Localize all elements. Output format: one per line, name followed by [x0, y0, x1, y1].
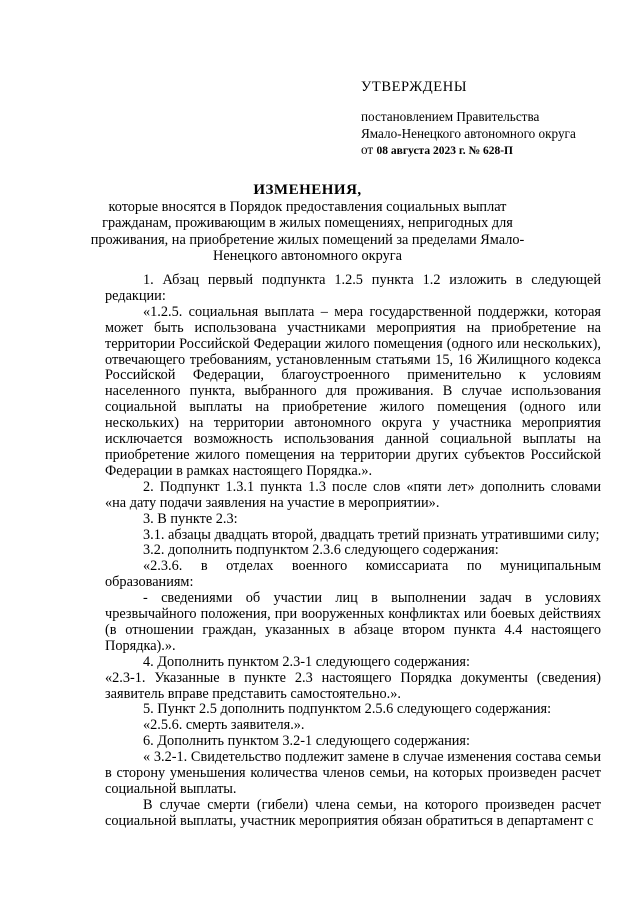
approval-block — [361, 79, 621, 159]
paragraph-3-2: 3.2. дополнить подпунктом 2.3.6 следующего содержания: — [143, 542, 499, 559]
paragraph-3-2-1-death: В случае смерти (гибели) члена семьи, на которого произведен расчет социальной выплаты, участник мероприятия обязан обратиться в департамент с — [105, 796, 601, 829]
paragraph-1-2-5: «1.2.5. социальная выплата – мера государственной поддержки, которая может быть использована участниками мероприятия на приобретение на территории Российской Федерации жилого помещения (одного или нескольких), отвечающего требованиям, установленным статьями 15, 16 Жилищного кодекса Российской Федерации, благоустроенного применительно к условиям населенного пункта, выбранного для проживания. В случае использования социальной выплаты на приобретение жилого помещения (одного или нескольких) на территории автономного округа у участника мероприятия исключается возможность использования данной социальной выплаты на приобретение жилого помещения на территории других субъектов Российской Федерации в рамках настоящего Порядка.». — [105, 303, 601, 479]
paragraph-4: 4. Дополнить пунктом 2.3-1 следующего содержания: — [143, 653, 470, 670]
paragraph-2-3-6-item: - сведениями об участии лиц в выполнении задач в условиях чрезвычайного положения, при вооруженных конфликтах или боевых действиях (в отношении граждан, указанных в абзаце втором пункта 4.4 настоящего Порядка).». — [105, 590, 601, 654]
document-heading — [90, 182, 525, 264]
approval-title: УТВЕРЖДЕНЫ — [361, 79, 468, 95]
document-subtitle: которые вносятся в Порядок предоставления социальных выплат гражданам, проживающим в жилых помещениях, непригодных для проживания, на приобретение жилых помещений за пределами Ямало-Ненецкого автономного округа — [90, 199, 525, 264]
paragraph-3-1: 3.1. абзацы двадцать второй, двадцать третий признать утратившими силу; — [143, 526, 600, 543]
document-title: ИЗМЕНЕНИЯ, — [253, 182, 362, 198]
paragraph-3-2-1: « 3.2-1. Свидетельство подлежит замене в случае изменения состава семьи в сторону уменьшения количества членов семьи, на которых произведен расчет социальной выплаты. — [105, 749, 601, 797]
approval-date-value: 08 августа 2023 г. № 628-П — [376, 144, 513, 157]
approval-government-line: Ямало-Ненецкого автономного округа — [361, 125, 576, 141]
paragraph-5: 5. Пункт 2.5 дополнить подпунктом 2.5.6 следующего содержания: — [143, 701, 552, 718]
paragraph-2-3-1: «2.3-1. Указанные в пункте 2.3 настоящего Порядка документы (сведения) заявитель вправе представить самостоятельно.». — [105, 669, 601, 702]
paragraph-2-3-6: «2.3.6. в отделах военного комиссариата по муниципальным образованиям: — [105, 558, 601, 591]
paragraph-2: 2. Подпункт 1.3.1 пункта 1.3 после слов «пяти лет» дополнить словами «на дату подачи заявления на участие в мероприятии». — [105, 478, 601, 511]
paragraph-1: 1. Абзац первый подпункта 1.2.5 пункта 1.2 изложить в следующей редакции: — [105, 272, 601, 304]
paragraph-6: 6. Дополнить пунктом 3.2-1 следующего содержания: — [143, 733, 470, 750]
paragraph-3: 3. В пункте 2.3: — [143, 510, 238, 527]
approval-date-prefix: от — [361, 141, 374, 157]
document-body — [105, 273, 601, 830]
paragraph-2-5-6: «2.5.6. смерть заявителя.». — [143, 717, 305, 734]
approval-decree-line: постановлением Правительства — [361, 109, 540, 125]
approval-date-line — [361, 142, 621, 159]
